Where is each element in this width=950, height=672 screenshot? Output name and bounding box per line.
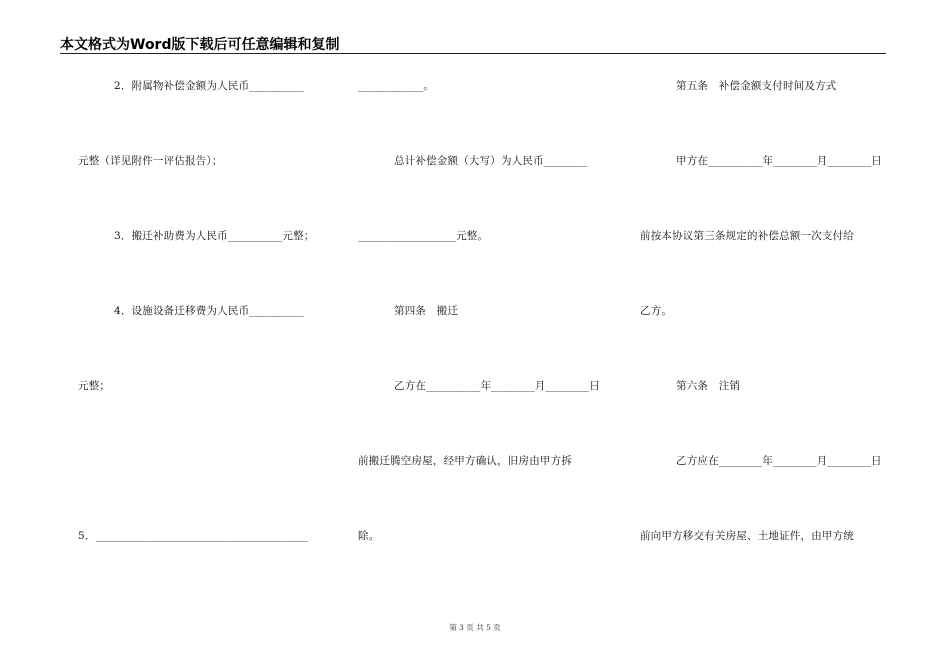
right-line-3: 前按本协议第三条规定的补偿总额一次支付给 (640, 230, 854, 242)
middle-line-4: 第四条 搬迁 (394, 305, 459, 317)
page-number-footer: 第 3 页 共 5 页 (449, 623, 501, 632)
right-line-4: 乙方。 (640, 305, 673, 317)
left-line-6: 5．_______________________________________ (78, 530, 309, 542)
middle-line-7: 除。 (358, 530, 380, 542)
right-line-7: 前向甲方移交有关房屋、土地证件，由甲方统 (640, 530, 854, 542)
middle-line-1: ____________。 (358, 80, 435, 92)
middle-line-5: 乙方在__________年________月________日 (394, 380, 600, 392)
right-line-5: 第六条 注销 (676, 380, 741, 392)
middle-line-2: 总计补偿金额（大写）为人民币________ (394, 155, 588, 167)
middle-line-3: __________________元整。 (358, 230, 489, 242)
right-line-6: 乙方应在________年________月________日 (676, 455, 882, 467)
middle-line-6: 前搬迁腾空房屋，经甲方确认，旧房由甲方拆 (358, 455, 572, 467)
left-line-5: 元整； (78, 380, 111, 392)
left-line-4: 4．设施设备迁移费为人民币__________ (114, 305, 304, 317)
document-header-title: 本文格式为Word版下载后可任意编辑和复制 (60, 37, 340, 53)
left-line-1: 2．附属物补偿金额为人民币__________ (114, 80, 304, 92)
header-divider (60, 53, 886, 54)
right-line-2: 甲方在__________年________月________日 (676, 155, 882, 167)
left-line-2: 元整（详见附件一评估报告）； (78, 155, 223, 167)
right-line-1: 第五条 补偿金额支付时间及方式 (676, 80, 837, 92)
left-line-3: 3．搬迁补助费为人民币__________元整； (114, 230, 315, 242)
